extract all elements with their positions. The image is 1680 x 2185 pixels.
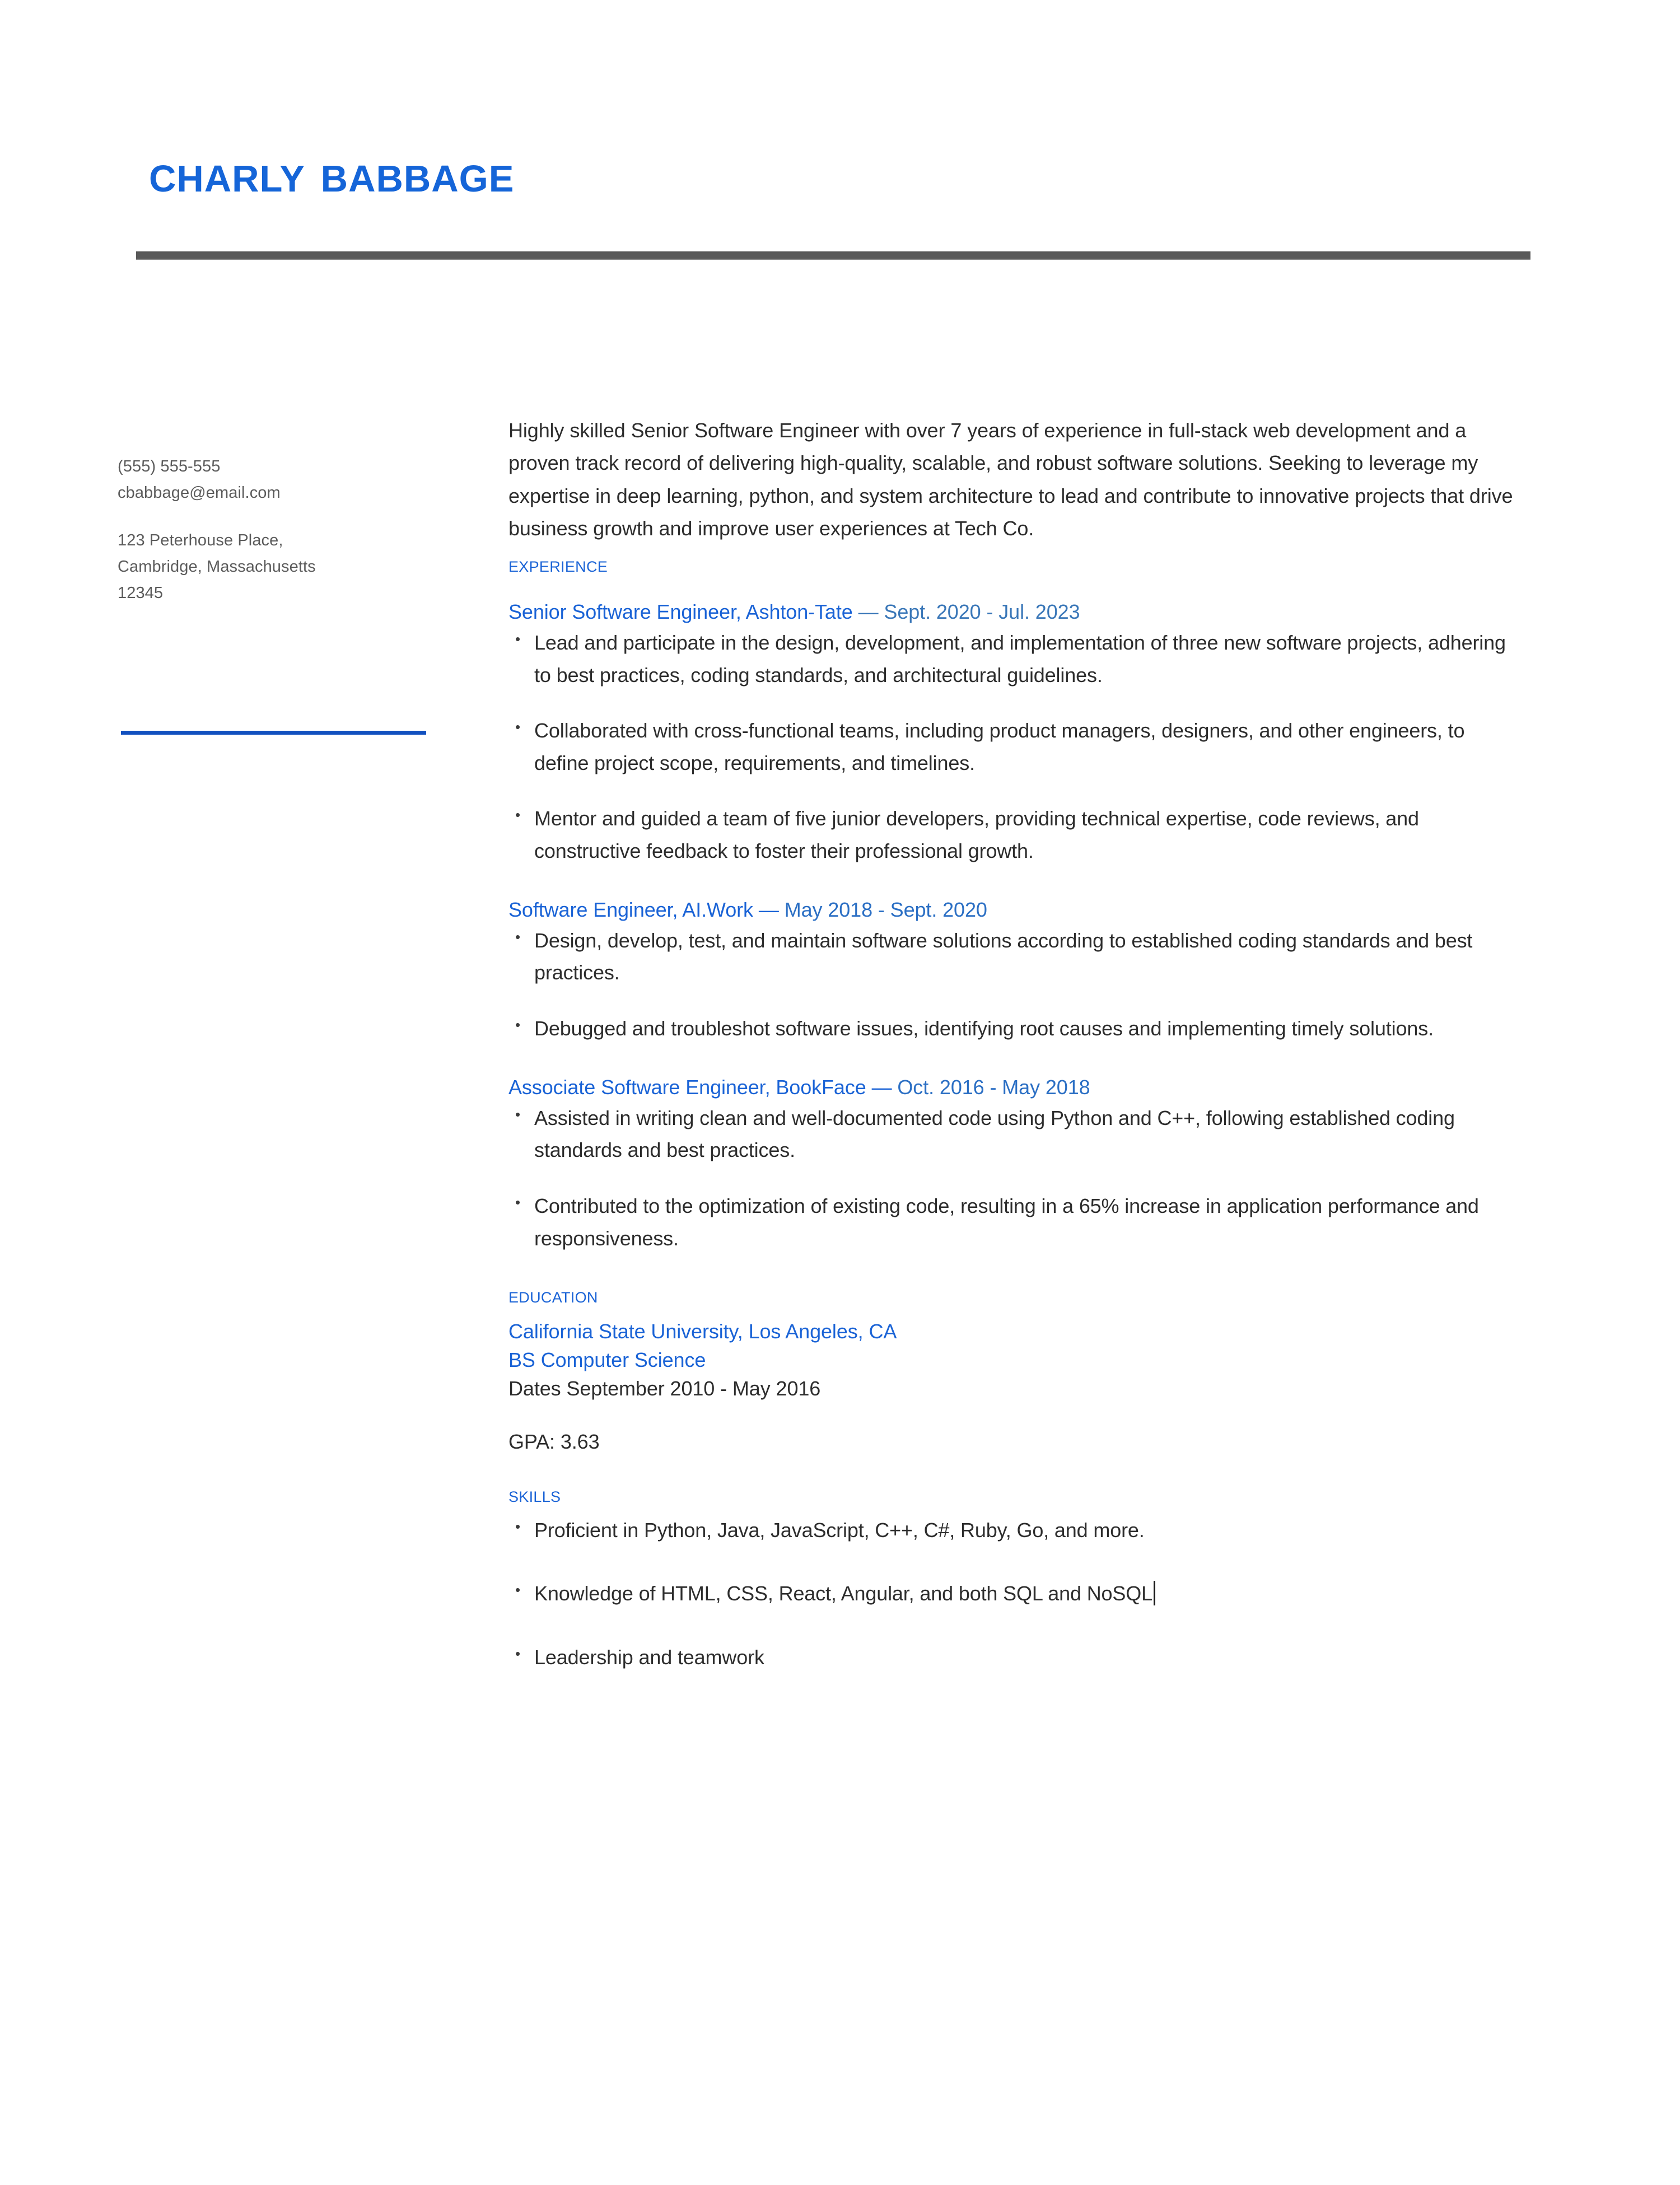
job-heading (508, 1073, 1516, 1102)
list-item: • Debugged and troubleshot software issues, identifying root causes and implementing timely solutions. (508, 1012, 1516, 1045)
text-cursor-caret (1154, 1581, 1155, 1605)
list-item: • Design, develop, test, and maintain software solutions according to established coding standards and best practices. (508, 925, 1516, 989)
education-gpa: GPA: 3.63 (508, 1430, 600, 1454)
phone-number: (555) 555-555 (118, 457, 221, 475)
address-line-2: Cambridge, Massachusetts (118, 557, 316, 576)
job-bullet-list (508, 1102, 1516, 1254)
education-dates: Dates September 2010 - May 2016 (508, 1376, 821, 1400)
job-dates: May 2018 - Sept. 2020 (784, 898, 987, 921)
education-entry (508, 1317, 1516, 1456)
list-item: • Assisted in writing clean and well-documented code using Python and C++, following established coding standards and best practices. (508, 1102, 1516, 1166)
job-separator: — (753, 898, 785, 921)
job-role: Software Engineer, AI.Work (508, 898, 753, 921)
email-address[interactable]: cbabbage@email.com (118, 483, 281, 502)
education-school: California State University, Los Angeles, CA (508, 1319, 897, 1343)
page-title: charly babbage (149, 143, 515, 203)
job-separator: — (852, 600, 884, 623)
list-item: • Lead and participate in the design, development, and implementation of three new software projects, adhering to best practices, coding standards, and architectural guidelines. (508, 627, 1516, 691)
resume-main-column (508, 414, 1516, 1674)
address-line-3: 12345 (118, 583, 164, 602)
section-heading-experience: experience (508, 553, 608, 577)
header-divider (136, 251, 1530, 260)
list-item (508, 1577, 1516, 1610)
job-heading (508, 895, 1516, 925)
contact-spacer (118, 506, 442, 527)
job-bullet-list (508, 925, 1516, 1045)
list-item: • Contributed to the optimization of existing code, resulting in a 65% increase in application performance and responsiveness. (508, 1190, 1516, 1254)
section-heading-education: education (508, 1284, 598, 1308)
skill-text: Knowledge of HTML, CSS, React, Angular, and both SQL and NoSQL (534, 1582, 1153, 1605)
address-line-1: 123 Peterhouse Place, (118, 531, 283, 549)
job-bullet-list (508, 627, 1516, 867)
experience-entry (508, 597, 1516, 867)
job-dates: Oct. 2016 - May 2018 (897, 1075, 1090, 1099)
job-heading (508, 597, 1516, 627)
contact-block (118, 454, 442, 606)
contact-sidebar (118, 454, 442, 606)
job-separator: — (866, 1075, 898, 1099)
job-role: Associate Software Engineer, BookFace (508, 1075, 866, 1099)
professional-summary: Highly skilled Senior Software Engineer with over 7 years of experience in full-stack web development and a proven track record of delivering high-quality, scalable, and robust software solutions. Seeking to leverage my expertise in deep learning, python, and system architecture to lead and contribute to innovative projects that drive business growth and improve user experiences at Tech Co. (508, 419, 1513, 540)
job-dates: Sept. 2020 - Jul. 2023 (884, 600, 1080, 623)
education-degree: BS Computer Science (508, 1348, 706, 1371)
list-item: • Leadership and teamwork (508, 1641, 1516, 1674)
experience-entry (508, 1073, 1516, 1255)
list-item: • Mentor and guided a team of five junior developers, providing technical expertise, code reviews, and constructive feedback to foster their professional growth. (508, 802, 1516, 867)
skills-bullet-list (508, 1514, 1516, 1674)
job-role: Senior Software Engineer, Ashton-Tate (508, 600, 853, 623)
section-heading-skills: skills (508, 1483, 561, 1507)
list-item: • Collaborated with cross-functional teams, including product managers, designers, and other engineers, to define project scope, requirements, and timelines. (508, 715, 1516, 779)
sidebar-divider (121, 731, 426, 735)
experience-entry (508, 895, 1516, 1045)
list-item: • Proficient in Python, Java, JavaScript, C++, C#, Ruby, Go, and more. (508, 1514, 1516, 1547)
